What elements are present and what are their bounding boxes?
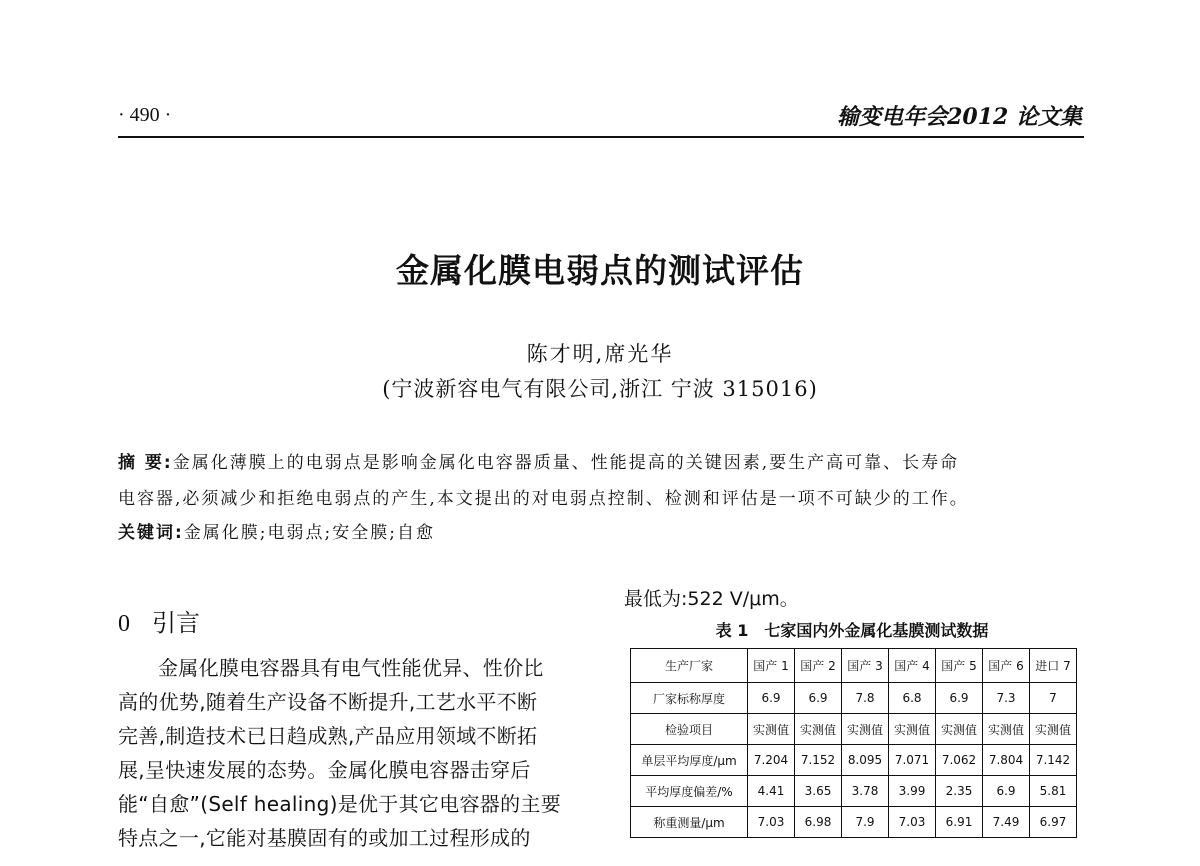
journal-title: 输变电年会2012 论文集 xyxy=(837,104,1082,130)
table-cell: 8.095 xyxy=(842,745,889,776)
paper-affiliation: (宁波新容电气有限公司,浙江 宁波 315016) xyxy=(382,377,818,401)
table-cell: 实测值 xyxy=(748,714,795,745)
table-cell: 3.78 xyxy=(842,776,889,807)
table-cell: 实测值 xyxy=(936,714,983,745)
section-heading xyxy=(118,603,200,638)
paper-title: 金属化膜电弱点的测试评估 xyxy=(396,251,804,290)
table-cell: 7.804 xyxy=(983,745,1030,776)
table-cell: 实测值 xyxy=(795,714,842,745)
table-cell: 7.9 xyxy=(842,807,889,838)
table-cell: 进口 7 xyxy=(1030,649,1077,683)
table-row xyxy=(631,649,1077,683)
table-cell: 4.41 xyxy=(748,776,795,807)
table-cell: 实测值 xyxy=(842,714,889,745)
abstract-label: 摘 要: xyxy=(118,453,173,473)
table-cell: 6.97 xyxy=(1030,807,1077,838)
abstract-line-2: 电容器,必须减少和拒绝电弱点的产生,本文提出的对电弱点控制、检测和评估是一项不可缺少的工作。 xyxy=(118,489,969,509)
intro-line: 特点之一,它能对基膜固有的或加工过程形成的 xyxy=(118,826,531,850)
abstract-line-1 xyxy=(118,448,959,473)
table-cell: 7.062 xyxy=(936,745,983,776)
table-cell: 3.99 xyxy=(889,776,936,807)
table-row xyxy=(631,683,1077,714)
table-row xyxy=(631,714,1077,745)
table-cell: 单层平均厚度/μm xyxy=(631,745,748,776)
keywords-line xyxy=(118,518,435,543)
table-row xyxy=(631,776,1077,807)
table-cell: 6.98 xyxy=(795,807,842,838)
abstract-text-1: 金属化薄膜上的电弱点是影响金属化电容器质量、性能提高的关键因素,要生产高可靠、长寿命 xyxy=(172,453,960,473)
table-cell: 厂家标称厚度 xyxy=(631,683,748,714)
intro-line: 能“自愈”(Self healing)是优于其它电容器的主要 xyxy=(118,792,562,816)
table-cell: 国产 6 xyxy=(983,649,1030,683)
table-cell: 检验项目 xyxy=(631,714,748,745)
table-cell: 7.3 xyxy=(983,683,1030,714)
page-number: · 490 · xyxy=(118,104,172,126)
table-cell: 5.81 xyxy=(1030,776,1077,807)
table-cell: 实测值 xyxy=(983,714,1030,745)
table-cell: 实测值 xyxy=(1030,714,1077,745)
table-cell: 7.071 xyxy=(889,745,936,776)
table-cell: 7.204 xyxy=(748,745,795,776)
section-title: 引言 xyxy=(152,609,200,637)
paper-authors: 陈才明,席光华 xyxy=(526,342,674,366)
header-rule xyxy=(118,136,1084,138)
table-cell: 7.142 xyxy=(1030,745,1077,776)
table-cell: 6.9 xyxy=(795,683,842,714)
table-number: 表 1 xyxy=(715,621,749,640)
table-cell: 国产 3 xyxy=(842,649,889,683)
table-cell: 2.35 xyxy=(936,776,983,807)
table-cell: 7.152 xyxy=(795,745,842,776)
intro-line: 展,呈快速发展的态势。金属化膜电容器击穿后 xyxy=(118,758,531,782)
table-cell: 称重测量/μm xyxy=(631,807,748,838)
table-cell: 6.91 xyxy=(936,807,983,838)
table-cell: 生产厂家 xyxy=(631,649,748,683)
keywords-label: 关键词: xyxy=(118,523,184,543)
table-cell: 国产 1 xyxy=(748,649,795,683)
table-cell: 实测值 xyxy=(889,714,936,745)
table-cell: 平均厚度偏差/% xyxy=(631,776,748,807)
section-number: 0 xyxy=(118,611,130,637)
table-cell: 7.03 xyxy=(889,807,936,838)
table-cell: 6.8 xyxy=(889,683,936,714)
intro-line: 金属化膜电容器具有电气性能优异、性价比 xyxy=(158,656,544,680)
table-cell: 6.9 xyxy=(983,776,1030,807)
table-cell: 国产 4 xyxy=(889,649,936,683)
table-cell: 6.9 xyxy=(748,683,795,714)
table-row xyxy=(631,745,1077,776)
table-cell: 7.03 xyxy=(748,807,795,838)
table-cell: 6.9 xyxy=(936,683,983,714)
table-caption xyxy=(624,618,1080,641)
data-table xyxy=(630,648,1077,838)
intro-line: 高的优势,随着生产设备不断提升,工艺水平不断 xyxy=(118,690,538,714)
min-value-line: 最低为:522 V/μm。 xyxy=(624,588,799,610)
table-cell: 7.8 xyxy=(842,683,889,714)
table-cell: 3.65 xyxy=(795,776,842,807)
table-cell: 国产 5 xyxy=(936,649,983,683)
table-row xyxy=(631,807,1077,838)
intro-paragraph xyxy=(118,651,584,855)
intro-line: 完善,制造技术已日趋成熟,产品应用领域不断拓 xyxy=(118,724,538,748)
table-caption-title: 七家国内外金属化基膜测试数据 xyxy=(764,621,989,640)
table-cell: 国产 2 xyxy=(795,649,842,683)
table-cell: 7.49 xyxy=(983,807,1030,838)
keywords-text: 金属化膜;电弱点;安全膜;自愈 xyxy=(183,523,435,543)
table-cell: 7 xyxy=(1030,683,1077,714)
